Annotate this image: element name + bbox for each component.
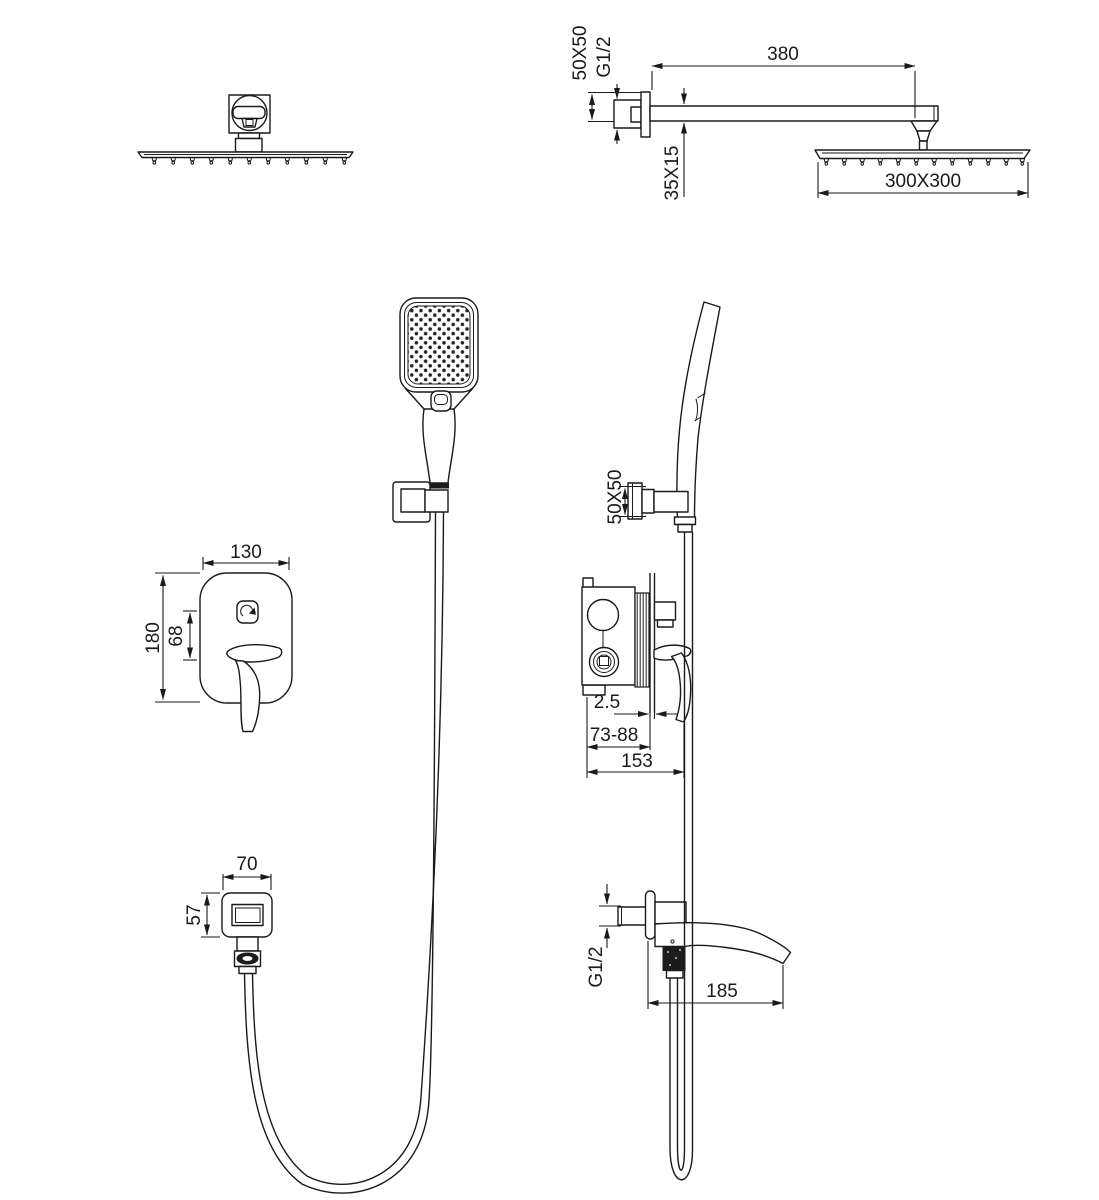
dim-label-arm-length: 380 — [767, 44, 799, 65]
knurl-glint — [679, 949, 681, 951]
wall-outlet-elbow — [184, 854, 272, 974]
dim-label-bracket-size: 50X50 — [605, 469, 626, 525]
dim-label-outlet-width: 70 — [236, 854, 258, 875]
bath-spout-side-view — [586, 884, 791, 1009]
dim-label-plate-width: 130 — [230, 542, 262, 563]
hand-shower-front-view — [393, 298, 478, 522]
dim-label-head-size: 300X300 — [884, 171, 962, 192]
rain-nozzle-row — [824, 159, 1025, 166]
hand-shower-handle — [423, 409, 455, 483]
dim-label-control-offset: 68 — [166, 625, 187, 647]
bracket-clamp — [425, 490, 448, 512]
bracket-flange-side — [628, 483, 642, 519]
dim-label-embed-depth: 73-88 — [589, 725, 639, 746]
valve-adjust-ribs — [635, 593, 649, 687]
spout-flange — [646, 891, 656, 939]
bracket-arm — [654, 492, 688, 513]
knurl-glint — [675, 957, 677, 959]
hand-shower-wand — [677, 302, 720, 519]
coupler-tail — [667, 971, 684, 979]
dim-label-arm-thread: G1/2 — [594, 36, 615, 78]
mixer-trim-plate-front — [143, 542, 292, 732]
hose-side-u-inner — [678, 1146, 685, 1170]
joint-band — [233, 107, 265, 119]
outlet-neck — [237, 937, 258, 951]
spout-supply-pipe — [618, 907, 648, 925]
outlet-nut-slot — [243, 956, 253, 961]
neck — [239, 133, 260, 139]
hose-side-u-outer — [670, 1148, 693, 1180]
handle-nut — [430, 483, 449, 488]
dim-spout-thread — [586, 884, 621, 988]
dim-label-plate-thickness: 2.5 — [593, 692, 621, 713]
base-block — [236, 139, 263, 153]
mixer-valve-side-view — [582, 573, 691, 778]
valve-port-top — [588, 600, 619, 631]
spout-body-block — [655, 902, 686, 924]
wand-hose-nut — [678, 525, 692, 533]
wand-end-cap — [675, 517, 696, 525]
shower-arm — [650, 106, 938, 121]
dim-head-size — [818, 162, 1028, 198]
spray-face — [408, 306, 470, 384]
arm-ball-joint — [911, 121, 937, 131]
diverter-knob-side — [655, 602, 676, 620]
overhead-shower-side-view — [138, 95, 353, 164]
nozzle-row — [152, 158, 347, 165]
escutcheon-edge — [641, 92, 650, 137]
dim-label-arm-profile: 35X15 — [662, 145, 683, 201]
dim-label-flange-size: 50X50 — [570, 25, 591, 81]
knurl-glint — [667, 951, 669, 953]
dim-outlet-height — [184, 893, 220, 937]
bracket-step — [642, 490, 654, 514]
rain-head-plate — [815, 150, 1030, 159]
dim-label-total-depth: 153 — [621, 751, 653, 772]
knurl-glint — [669, 964, 671, 966]
lever-cap — [227, 645, 282, 662]
bracket-inner — [401, 489, 425, 512]
dim-outlet-width — [223, 854, 271, 890]
arm-joint-cone — [917, 131, 930, 141]
dim-label-plate-height: 180 — [143, 622, 164, 654]
dim-arm-profile — [662, 88, 684, 200]
rain-arm-assembly — [570, 26, 1030, 201]
joint-stem — [920, 141, 928, 150]
dim-control-offset — [166, 611, 197, 660]
diverter-knob-base — [658, 620, 674, 627]
dim-plate-width — [203, 542, 289, 570]
hand-shower-side-view — [605, 302, 720, 532]
dim-label-outlet-height: 57 — [184, 904, 205, 926]
dim-label-spout-thread: G1/2 — [586, 946, 607, 988]
outlet-tail — [239, 967, 256, 974]
thread-nipple — [631, 107, 641, 122]
valve-tab-top — [583, 578, 593, 588]
dim-label-spout-reach: 185 — [706, 981, 738, 1002]
lever-blade-side — [672, 653, 691, 722]
hose-coupler-knurl — [663, 947, 685, 971]
